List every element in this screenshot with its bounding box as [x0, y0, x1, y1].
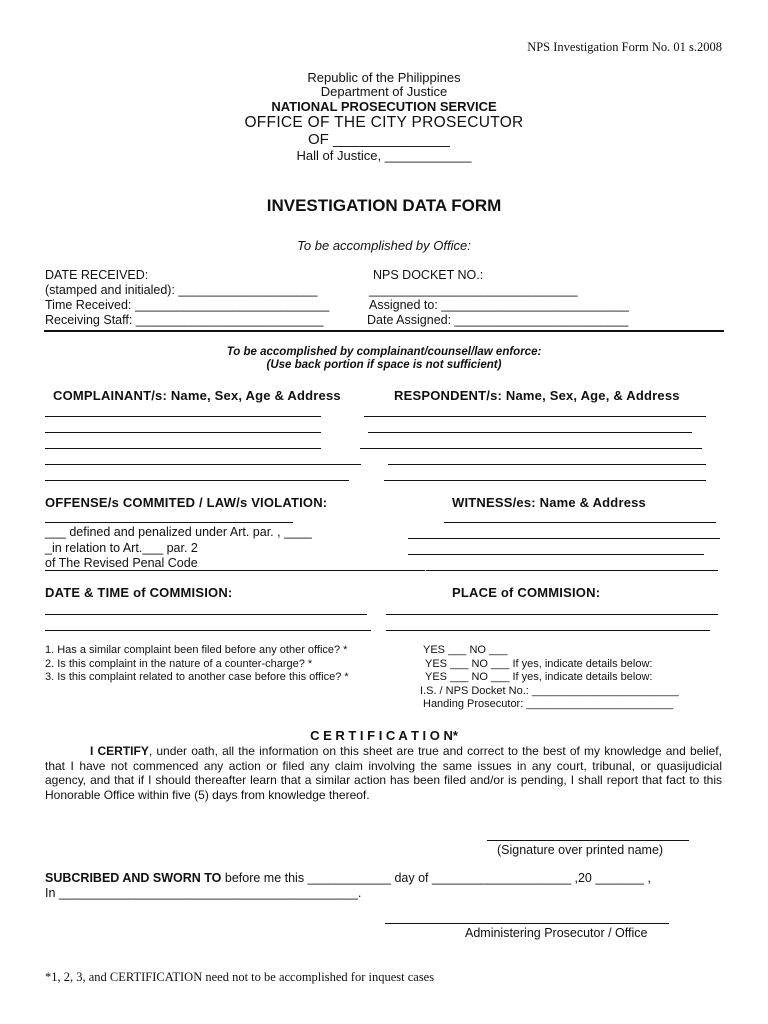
header-department: Department of Justice [320, 84, 448, 99]
question-2: 2. Is this complaint in the nature of a counter-charge? * [45, 658, 313, 670]
sworn-lead: SUBCRIBED AND SWORN TO [45, 871, 222, 885]
question-3-answer[interactable]: YES ___ NO ___ If yes, indicate details below: [425, 671, 653, 683]
header-office: OFFICE OF THE CITY PROSECUTOR [244, 114, 524, 131]
complainant-line[interactable] [45, 448, 321, 449]
witness-label: WITNESS/es: Name & Address [452, 495, 646, 510]
administering-caption: Administering Prosecutor / Office [465, 926, 648, 940]
certification-text [45, 744, 722, 802]
handling-prosecutor-field[interactable]: Handing Prosecutor: ________________________ [423, 698, 674, 710]
sworn-rest: before me this ____________ day of ____________________ ,20 _______ , [221, 871, 651, 885]
witness-line[interactable] [408, 538, 720, 539]
header-of: OF ______________ [308, 131, 450, 148]
date-assigned-field[interactable]: Date Assigned: _________________________ [367, 313, 629, 327]
offense-label: OFFENSE/s COMMITED / LAW/s VIOLATION: [45, 495, 328, 510]
page-title: INVESTIGATION DATA FORM [266, 196, 502, 215]
offense-defined-line: ___ defined and penalized under Art. par. , ____ [45, 525, 312, 539]
respondent-line[interactable] [360, 448, 702, 449]
respondent-line[interactable] [368, 432, 692, 433]
respondent-line[interactable] [384, 480, 706, 481]
time-received-field[interactable]: Time Received: ____________________________ [45, 298, 330, 312]
respondent-line[interactable] [364, 416, 706, 417]
date-commission-line[interactable] [45, 630, 371, 631]
stamped-field[interactable]: (stamped and initialed): ____________________ [45, 283, 318, 297]
witness-line[interactable] [444, 522, 716, 523]
offense-line[interactable] [45, 570, 425, 571]
nps-docket-field[interactable]: ______________________________ [369, 283, 578, 297]
complainant-line[interactable] [45, 432, 321, 433]
signature-caption: (Signature over printed name) [497, 843, 664, 857]
certification-lead: I CERTIFY [90, 744, 149, 758]
sworn-statement [45, 871, 651, 885]
signature-line[interactable] [487, 840, 689, 841]
respondent-line[interactable] [388, 464, 706, 465]
complainant-line[interactable] [45, 464, 361, 465]
date-commission-line[interactable] [45, 614, 367, 615]
place-commission-label: PLACE of COMMISION: [452, 585, 601, 600]
section-divider [44, 330, 724, 332]
receiving-staff-field[interactable]: Receiving Staff: ___________________________ [45, 313, 324, 327]
place-commission-line[interactable] [386, 630, 710, 631]
administering-signature-line[interactable] [385, 923, 669, 924]
question-3: 3. Is this complaint related to another case before this office? * [45, 671, 349, 683]
certification-title: C E R T I F I C A T I O N* [310, 728, 458, 743]
offense-line[interactable] [45, 522, 293, 523]
office-note: To be accomplished by Office: [297, 238, 471, 253]
place-commission-line[interactable] [386, 614, 718, 615]
question-2-answer[interactable]: YES ___ NO ___ If yes, indicate details below: [425, 658, 653, 670]
header-hall: Hall of Justice, ____________ [296, 148, 472, 163]
complainant-line[interactable] [45, 480, 349, 481]
complainant-note-line1: To be accomplished by complainant/counsel/law enforce: [226, 346, 542, 358]
date-received-label: DATE RECEIVED: [45, 268, 149, 282]
form-number: NPS Investigation Form No. 01 s.2008 [527, 40, 722, 54]
offense-relation-line: _in relation to Art.___ par. 2 [45, 541, 198, 555]
question-1-answer[interactable]: YES ___ NO ___ [423, 644, 508, 656]
assigned-to-field[interactable]: Assigned to: ___________________________ [369, 298, 629, 312]
complainant-line[interactable] [45, 416, 321, 417]
nps-docket-label: NPS DOCKET NO.: [373, 268, 484, 282]
header-nps: NATIONAL PROSECUTION SERVICE [271, 99, 497, 114]
witness-line[interactable] [408, 554, 704, 555]
complainant-label: COMPLAINANT/s: Name, Sex, Age & Address [53, 388, 341, 403]
header-republic: Republic of the Philippines [307, 70, 461, 85]
witness-line[interactable] [426, 570, 718, 571]
sworn-place-field[interactable]: In ___________________________________________. [45, 886, 362, 900]
respondent-label: RESPONDENT/s: Name, Sex, Age, & Address [394, 388, 680, 403]
offense-code-line: of The Revised Penal Code [45, 556, 198, 570]
question-1: 1. Has a similar complaint been filed before any other office? * [45, 644, 348, 656]
docket-number-field[interactable]: I.S. / NPS Docket No.: ________________________ [420, 685, 679, 697]
certification-body: , under oath, all the information on this sheet are true and correct to the best of my knowledge and belief, that I have not commenced any action or filed any claim involving the same issues in any court, tribunal, or quasijudicial agency, and that if I should thereafter learn that a similar action has been filed and/or is pending, I shall report that fact to this Honorable Office within five (5) days from knowledge thereof. [45, 744, 722, 802]
footnote: *1, 2, 3, and CERTIFICATION need not to be accomplished for inquest cases [45, 970, 435, 984]
complainant-note-line2: (Use back portion if space is not sufficient) [266, 359, 502, 371]
date-commission-label: DATE & TIME of COMMISION: [45, 585, 233, 600]
